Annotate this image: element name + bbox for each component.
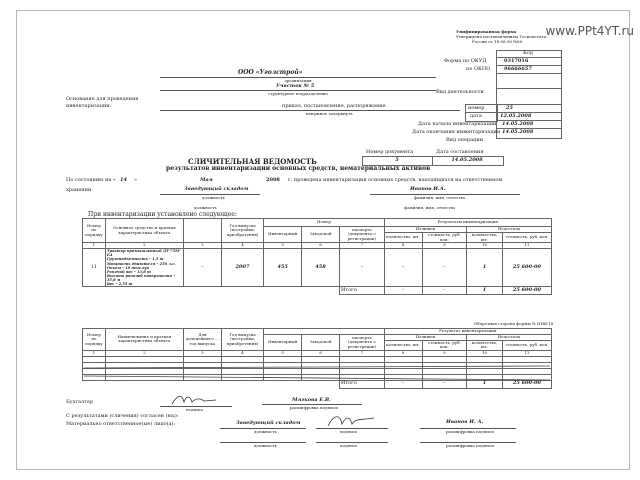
th2-dept: Для дальнейшего ... год выпуска <box>183 329 221 351</box>
inventory-table <box>82 218 552 295</box>
row-passport: – <box>340 249 385 287</box>
col-num: 1 <box>83 243 106 249</box>
strike-lines <box>82 362 552 384</box>
start-date-value: 14.05.2008 <box>502 121 534 127</box>
th2-passport: паспорта (документа о регистрации) <box>340 335 385 351</box>
col-num: 3 <box>183 350 221 356</box>
basis-value: приказ, постановление, распоряжение <box>282 103 386 109</box>
okud-value: 0317016 <box>504 58 529 64</box>
col-num: 11 <box>502 243 551 249</box>
col-num: 2 <box>105 243 183 249</box>
okpo-value: 96666657 <box>504 66 532 72</box>
caption-position-2: должность <box>254 443 277 448</box>
doc-number-label: Номер документа <box>366 149 414 155</box>
col-num: 3 <box>183 243 221 249</box>
th-surplus-qty: количество, шт. <box>384 233 422 243</box>
th-passport: паспорта (документа о регистрации) <box>340 227 385 243</box>
row-num: 11 <box>83 249 106 287</box>
person-caption: фамилия, имя, отчество <box>414 195 466 200</box>
col-num: 6 <box>302 350 340 356</box>
total-label: Итого <box>340 287 385 295</box>
order-number-label: номер <box>468 105 485 111</box>
col-num: 5 <box>264 350 302 356</box>
col-num: 9 <box>422 243 467 249</box>
mol-position-caption: должность <box>254 429 277 434</box>
state-year: 2008 <box>266 177 280 183</box>
doc-subtitle: результатов инвентаризации основных средств, нематериальных активов <box>166 165 431 172</box>
total-shortage-cost: 25 600-00 <box>502 287 551 295</box>
row-surplus-cost: – <box>422 249 467 287</box>
th2-result: Результат инвентаризации <box>384 329 551 335</box>
th2-shortage-qty: количество, шт. <box>467 340 503 350</box>
col-num: 10 <box>467 243 503 249</box>
total-shortage-qty: 1 <box>467 380 503 388</box>
th2-surplus: Излишек <box>384 335 467 341</box>
org-name: ООО «Уголстрой» <box>238 69 303 76</box>
th2-shortage: Недостача <box>467 335 552 341</box>
row-year: 2007 <box>221 249 263 287</box>
total-row <box>83 287 552 295</box>
section-title: При инвентаризации установлено следующее: <box>88 211 237 218</box>
code-label: Код <box>523 50 533 56</box>
th-factory: Заводской <box>302 227 340 243</box>
state-prefix: По состоянию на « <box>66 177 117 183</box>
state-month: Мая <box>200 177 213 183</box>
th-mark <box>183 219 221 243</box>
agreement-label: С результатами (сличения) согласен (ны): <box>66 413 179 419</box>
col-num: 10 <box>467 350 503 356</box>
dept-caption: структурное подразделение <box>268 91 328 96</box>
total-shortage-cost: 25 600-00 <box>502 380 551 388</box>
end-date-label: Дата окончания инвентаризации <box>412 129 501 135</box>
total-label: Итого <box>340 380 385 388</box>
th-year: Год выпуска (постройки, приобретения) <box>221 219 263 243</box>
col-num: 7 <box>340 350 385 356</box>
total-surplus-cost: – <box>422 380 467 388</box>
basis-caption: ненужное зачеркнуть <box>306 111 353 116</box>
col-num: 5 <box>264 243 302 249</box>
accountant-sig-caption: подпись <box>186 407 204 412</box>
dept-name: Участок № 5 <box>276 83 315 89</box>
doc-title: СЛИЧИТЕЛЬНАЯ ВЕДОМОСТЬ <box>188 157 317 166</box>
accountant-name: Мягкова Е.В. <box>292 397 331 403</box>
col-num: 1 <box>83 350 106 356</box>
total-surplus-cost: – <box>422 287 467 295</box>
mol-sig-caption: подпись <box>340 429 358 434</box>
activity-label: Вид деятельности <box>436 89 484 95</box>
watermark: www.PPt4YT.ru <box>545 24 634 38</box>
storage-position: Заведующий складом <box>184 186 249 192</box>
doc-date: 14.05.2008 <box>451 157 483 163</box>
order-number-value: 25 <box>506 105 513 111</box>
col-num: 8 <box>384 243 422 249</box>
th-result: Результаты инвентаризации <box>384 219 551 227</box>
basis-label: Основание для проведения инвентаризации: <box>66 96 139 109</box>
th2-shortage-cost: стоимость, руб. коп. <box>502 340 551 350</box>
row-factory: 458 <box>302 249 340 287</box>
col-num: 9 <box>422 350 467 356</box>
th-number-group: Номер <box>264 219 384 227</box>
accountant-label: Бухгалтер <box>66 399 94 405</box>
storage-person: Иванов И.А. <box>410 186 446 192</box>
th2-year: Год выпуска (постройки, приобретения) <box>221 329 263 351</box>
col-num: 4 <box>221 350 263 356</box>
form-header-line3: России от 18.08.98 №88 <box>472 39 523 44</box>
th-surplus-cost: стоимость, руб. коп. <box>422 233 467 243</box>
row-surplus-qty: – <box>384 249 422 287</box>
th-inv: Инвентарный <box>264 227 302 243</box>
total-surplus-qty: – <box>384 287 422 295</box>
position-caption-2: должность <box>194 205 217 210</box>
col-num: 7 <box>340 243 385 249</box>
th2-surplus-cost: стоимость, руб. коп. <box>422 340 467 350</box>
doc-number: 5 <box>395 157 399 163</box>
state-suffix: г. проведена инвентаризация основных средств, находящихся на ответственном <box>288 177 503 183</box>
order-date-value: 12.05.2008 <box>500 113 532 119</box>
accountant-name-caption: расшифровка подписи <box>290 405 338 410</box>
person-caption-2: фамилия, имя, отчество <box>404 205 456 210</box>
position-caption: должность <box>202 195 225 200</box>
order-date-label: дата <box>470 113 482 119</box>
total-surplus-qty: – <box>384 380 422 388</box>
state-day: 14 <box>120 177 127 183</box>
mol-name: Иванов И. А. <box>446 419 484 425</box>
okud-label: Форма по ОКУД <box>444 58 487 64</box>
row-shortage-qty: 1 <box>467 249 503 287</box>
doc-date-label: Дата составления <box>436 149 484 155</box>
row-mark: – <box>183 249 221 287</box>
state-mid: » <box>134 177 138 183</box>
col-num: 11 <box>502 350 551 356</box>
col-num: 4 <box>221 243 263 249</box>
th-shortage-qty: количество, шт. <box>467 233 503 243</box>
col-num: 6 <box>302 243 340 249</box>
th2-num: Номер по порядку <box>83 329 106 351</box>
mol-position: Заведующий складом <box>236 420 301 426</box>
th-shortage-cost: стоимость, руб. коп. <box>502 233 551 243</box>
col-num: 2 <box>105 350 183 356</box>
end-date-value: 14.05.2008 <box>502 129 534 135</box>
th2-name: Наименование и краткая характеристика объекта <box>105 329 183 351</box>
mol-label: Материально ответственное(ые) лицо(а): <box>66 421 176 427</box>
col-num: 8 <box>384 350 422 356</box>
operation-label: Вид операции <box>446 137 484 143</box>
row-inv: 455 <box>264 249 302 287</box>
th2-surplus-qty: количество, шт. <box>384 340 422 350</box>
storage-label: хранении <box>66 187 92 193</box>
reverse-side-label: Оборотная сторона формы № ИНВ-18 <box>474 321 554 326</box>
th-shortage: Недостача <box>467 227 552 233</box>
form-header-line2: Утверждена постановлением Госкомстата <box>456 34 547 39</box>
row-description: Трактор промышленный ДТ-75М-ЕА Грузоподъемность – 1,5 т Мощность двигателя – 250 л.с. Объем – 10 тыс.куб Рабочий вес – 13,8 т Высота рабочей поверхности – 35,8 м Вес – 2,55 т <box>105 249 183 287</box>
th-surplus: Излишек <box>384 227 467 233</box>
mol-name-caption: расшифровка подписи <box>446 429 494 434</box>
caption-name-2: расшифровка подписи <box>446 443 494 448</box>
start-date-label: Дата начала инвентаризации <box>418 121 497 127</box>
th2-factory: Заводской <box>302 335 340 351</box>
th2-inv: Инвентарный <box>264 335 302 351</box>
okpo-label: по ОКПО <box>466 66 491 72</box>
table-row <box>83 249 552 287</box>
caption-signature-2: подпись <box>340 443 358 448</box>
total-shortage-qty: 1 <box>467 287 503 295</box>
th-name: Основное средство и краткая характеристика объекта <box>105 219 183 243</box>
form-header-line1: Унифицированная форма <box>456 29 517 34</box>
org-caption: организация <box>284 78 312 83</box>
th-num: Номер по порядку <box>83 219 106 243</box>
row-shortage-cost: 25 600-00 <box>502 249 551 287</box>
